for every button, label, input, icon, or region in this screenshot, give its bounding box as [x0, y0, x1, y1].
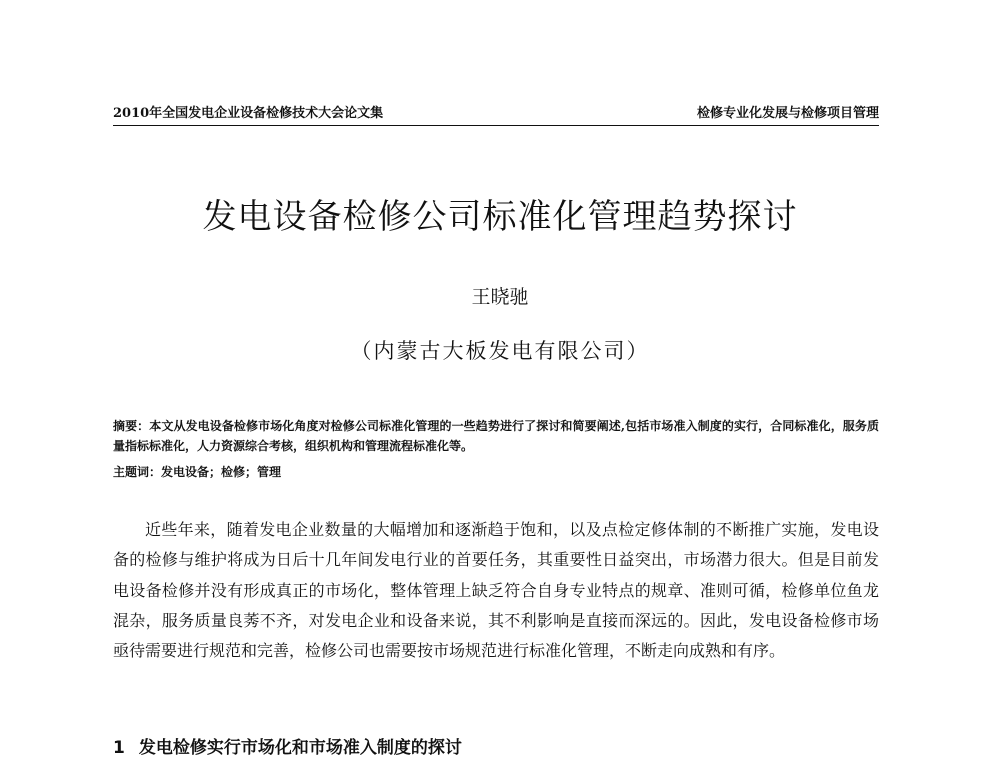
header-proceedings-title: 2010年全国发电企业设备检修技术大会论文集 — [113, 106, 384, 121]
abstract — [113, 416, 879, 456]
section-heading — [113, 736, 462, 760]
header-section-title: 检修专业化发展与检修项目管理 — [696, 106, 879, 121]
section-number: 1 — [113, 738, 125, 758]
author-name: 王晓驰 — [471, 286, 529, 308]
running-header — [113, 104, 879, 126]
abstract-text: 本文从发电设备检修市场化角度对检修公司标准化管理的一些趋势进行了探讨和简要阐述,包括市场准入制度的实行，合同标准化，服务质量指标标准化，人力资源综合考核，组织机构和管理流程标准化等。 — [113, 419, 879, 453]
section-title: 发电检修实行市场化和市场准入制度的探讨 — [138, 738, 462, 758]
keywords-text: 发电设备；检修；管理 — [161, 465, 282, 479]
body-paragraph: 近些年来，随着发电企业数量的大幅增加和逐渐趋于饱和，以及点检定修体制的不断推广实施，发电设备的检修与维护将成为日后十几年间发电行业的首要任务，其重要性日益突出，市场潜力很大。但是目前发电设备检修并没有形成真正的市场化，整体管理上缺乏符合自身专业特点的规章、准则可循，检修单位鱼龙混杂，服务质量良莠不齐，对发电企业和设备来说，其不利影响是直接而深远的。因此，发电设备检修市场亟待需要进行规范和完善，检修公司也需要按市场规范进行标准化管理，不断走向成熟和有序。 — [113, 520, 879, 661]
keywords — [113, 462, 879, 482]
keywords-label: 主题词： — [113, 465, 162, 479]
abstract-label: 摘要： — [113, 419, 150, 433]
author-affiliation: （内蒙古大板发电有限公司） — [350, 339, 650, 363]
paper-title: 发电设备检修公司标准化管理趋势探讨 — [202, 197, 798, 237]
